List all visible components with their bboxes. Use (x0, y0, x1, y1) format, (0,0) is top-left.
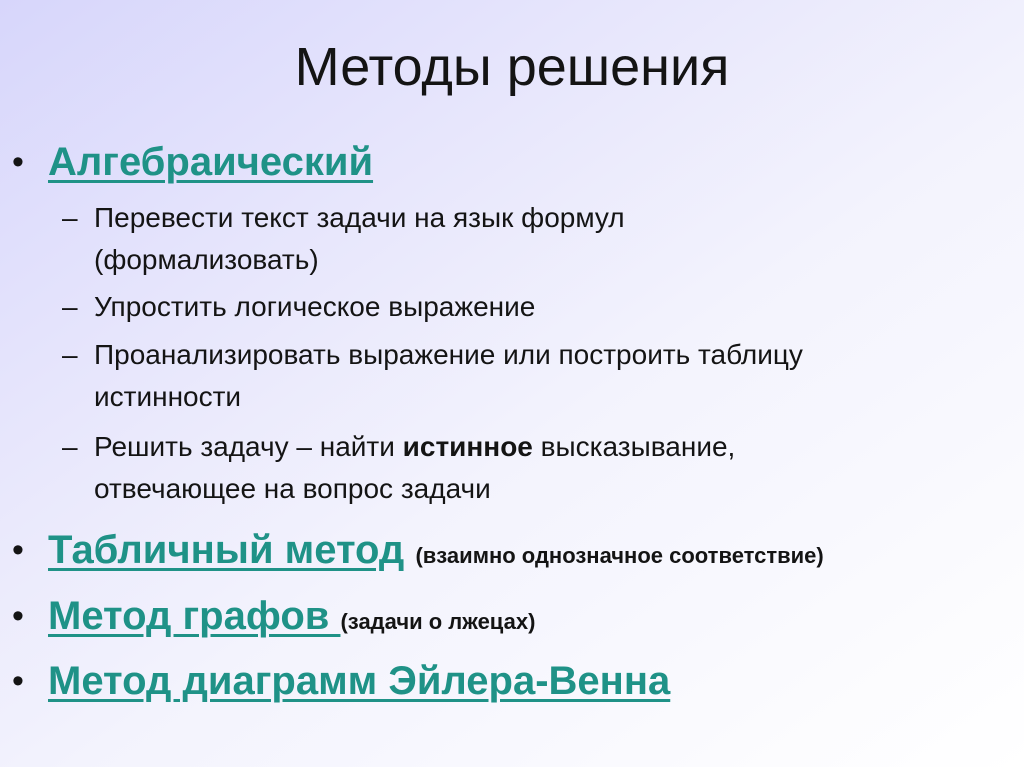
emphasis-text: истинное (402, 431, 533, 462)
algebraic-method-label[interactable]: Алгебраический (48, 140, 374, 184)
euler-venn-link[interactable] (48, 655, 670, 707)
graph-method-label[interactable]: Метод графов (48, 594, 341, 638)
bullet-euler-venn (12, 655, 1012, 715)
bullet-graph-method (12, 590, 1012, 650)
subitem-text (94, 286, 994, 328)
euler-venn-label[interactable]: Метод диаграмм Эйлера-Венна (48, 659, 671, 703)
subitem-analyze (62, 334, 1012, 418)
bullet-table-method (12, 524, 1022, 584)
dash-marker: – (62, 339, 78, 370)
graph-method-note: (задачи о лжецах) (340, 609, 536, 634)
subitem-line: истинности (94, 381, 242, 412)
graph-method-link[interactable] (48, 590, 535, 648)
table-method-note: (взаимно однозначное соответствие) (415, 543, 824, 568)
subitem-simplify (62, 286, 1012, 328)
subitem-line: отвечающее на вопрос задачи (94, 473, 491, 504)
subitem-text (94, 426, 994, 510)
subitem-text-part: Решить задачу – найти (94, 431, 403, 462)
dash-marker: – (62, 202, 78, 233)
subitem-line: Проанализировать выражение или построить таблицу (94, 339, 803, 370)
bullet-marker: • (12, 143, 24, 181)
bullet-marker: • (12, 662, 24, 700)
slide-title: Методы решения (294, 37, 730, 97)
bullet-algebraic (12, 136, 1012, 196)
subitem-solve (62, 426, 1012, 510)
dash-marker: – (62, 431, 78, 462)
subitem-text (94, 334, 994, 418)
table-method-link[interactable] (48, 524, 824, 582)
subitem-formalize (62, 197, 1012, 281)
subitem-line (94, 426, 994, 468)
table-method-label[interactable]: Табличный метод (48, 528, 405, 572)
subitem-line: (формализовать) (94, 244, 319, 275)
dash-marker: – (62, 291, 78, 322)
bullet-marker: • (12, 597, 24, 635)
subitem-text-part: высказывание, (532, 431, 736, 462)
subitem-line: Упростить логическое выражение (94, 291, 536, 322)
subitem-line: Перевести текст задачи на язык формул (94, 202, 625, 233)
algebraic-method-link[interactable] (48, 136, 373, 188)
bullet-marker: • (12, 531, 24, 569)
subitem-text (94, 197, 994, 281)
